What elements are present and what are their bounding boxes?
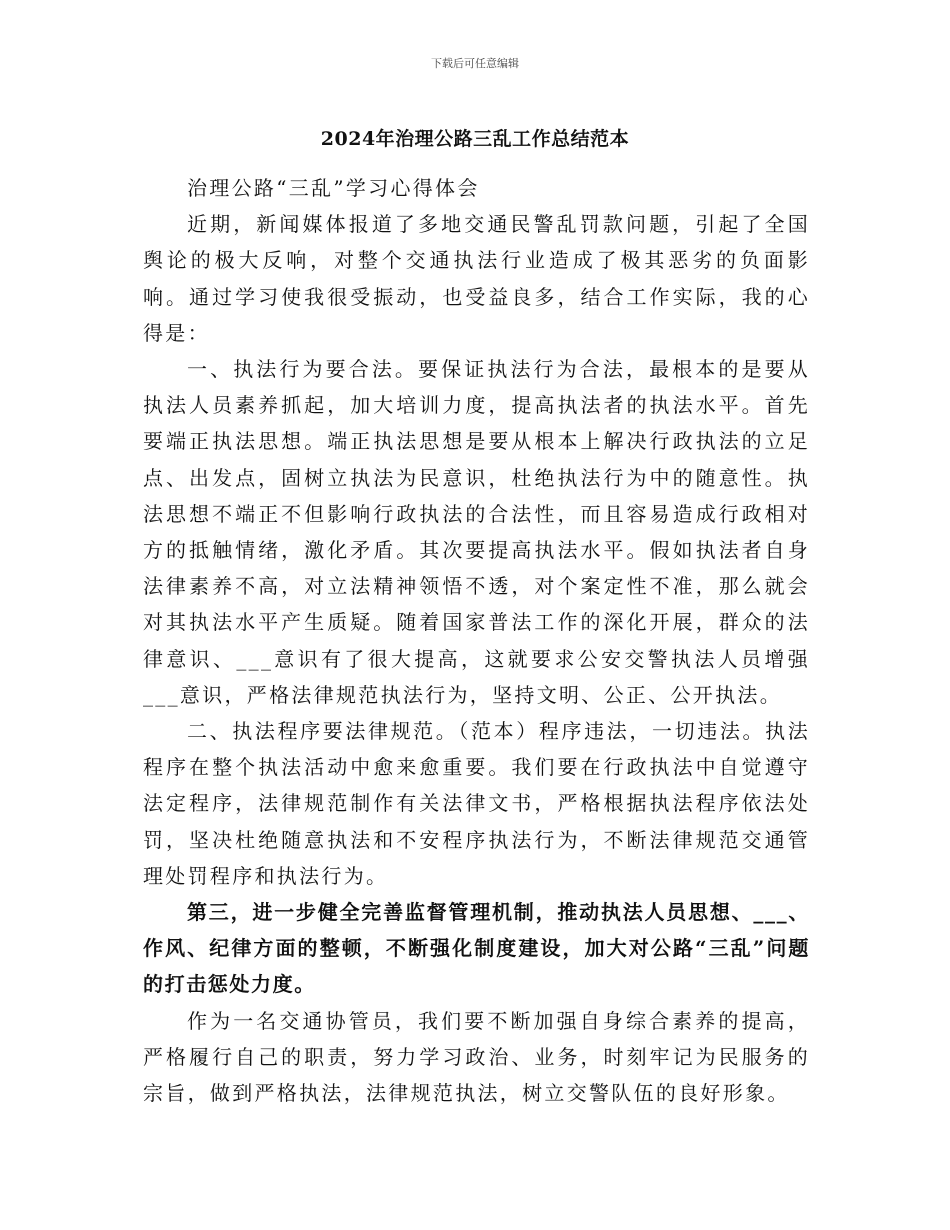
- paragraph-point-one: 一、执法行为要合法。要保证执法行为合法，最根本的是要从执法人员素养抓起，加大培训力度，提高执法者的执法水平。首先要端正执法思想。端正执法思想是要从根本上解决行政执法的立足点、出发点，固树立执法为民意识，杜绝执法行为中的随意性。执法思想不端正不但影响行政执法的合法性，而且容易造成行政相对方的抵触情绪，激化矛盾。其次要提高执法水平。假如执法者自身法律素养不高，对立法精神领悟不透，对个案定性不准，那么就会对其执法水平产生质疑。随着国家普法工作的深化开展，群众的法律意识、___意识有了很大提高，这就要求公安交警执法人员增强___意识，严格法律规范执法行为，坚持文明、公正、公开执法。: [143, 357, 810, 707]
- header-note: 下载后可任意编辑: [431, 57, 519, 70]
- paragraph-intro: 近期，新闻媒体报道了多地交通民警乱罚款问题，引起了全国舆论的极大反响，对整个交通执法行业造成了极其恶劣的负面影响。通过学习使我很受振动，也受益良多，结合工作实际，我的心得是：: [143, 212, 810, 345]
- document-body: [143, 170, 810, 1111]
- document-title: 2024年治理公路三乱工作总结范本: [320, 128, 630, 150]
- paragraph-point-three: 第三，进一步健全完善监督管理机制，推动执法人员思想、___、作风、纪律方面的整顿，不断强化制度建设，加大对公路“三乱”问题的打击惩处力度。: [143, 900, 810, 997]
- paragraph-subtitle: 治理公路“三乱”学习心得体会: [187, 176, 480, 200]
- paragraph-conclusion: 作为一名交通协管员，我们要不断加强自身综合素养的提高，严格履行自己的职责，努力学习政治、业务，时刻牢记为民服务的宗旨，做到严格执法，法律规范执法，树立交警队伍的良好形象。: [143, 1008, 810, 1106]
- paragraph-point-two: 二、执法程序要法律规范。（范本）程序违法，一切违法。执法程序在整个执法活动中愈来愈重要。我们要在行政执法中自觉遵守法定程序，法律规范制作有关法律文书，严格根据执法程序依法处罚，坚决杜绝随意执法和不安程序执法行为，不断法律规范交通管理处罚程序和执法行为。: [143, 719, 810, 888]
